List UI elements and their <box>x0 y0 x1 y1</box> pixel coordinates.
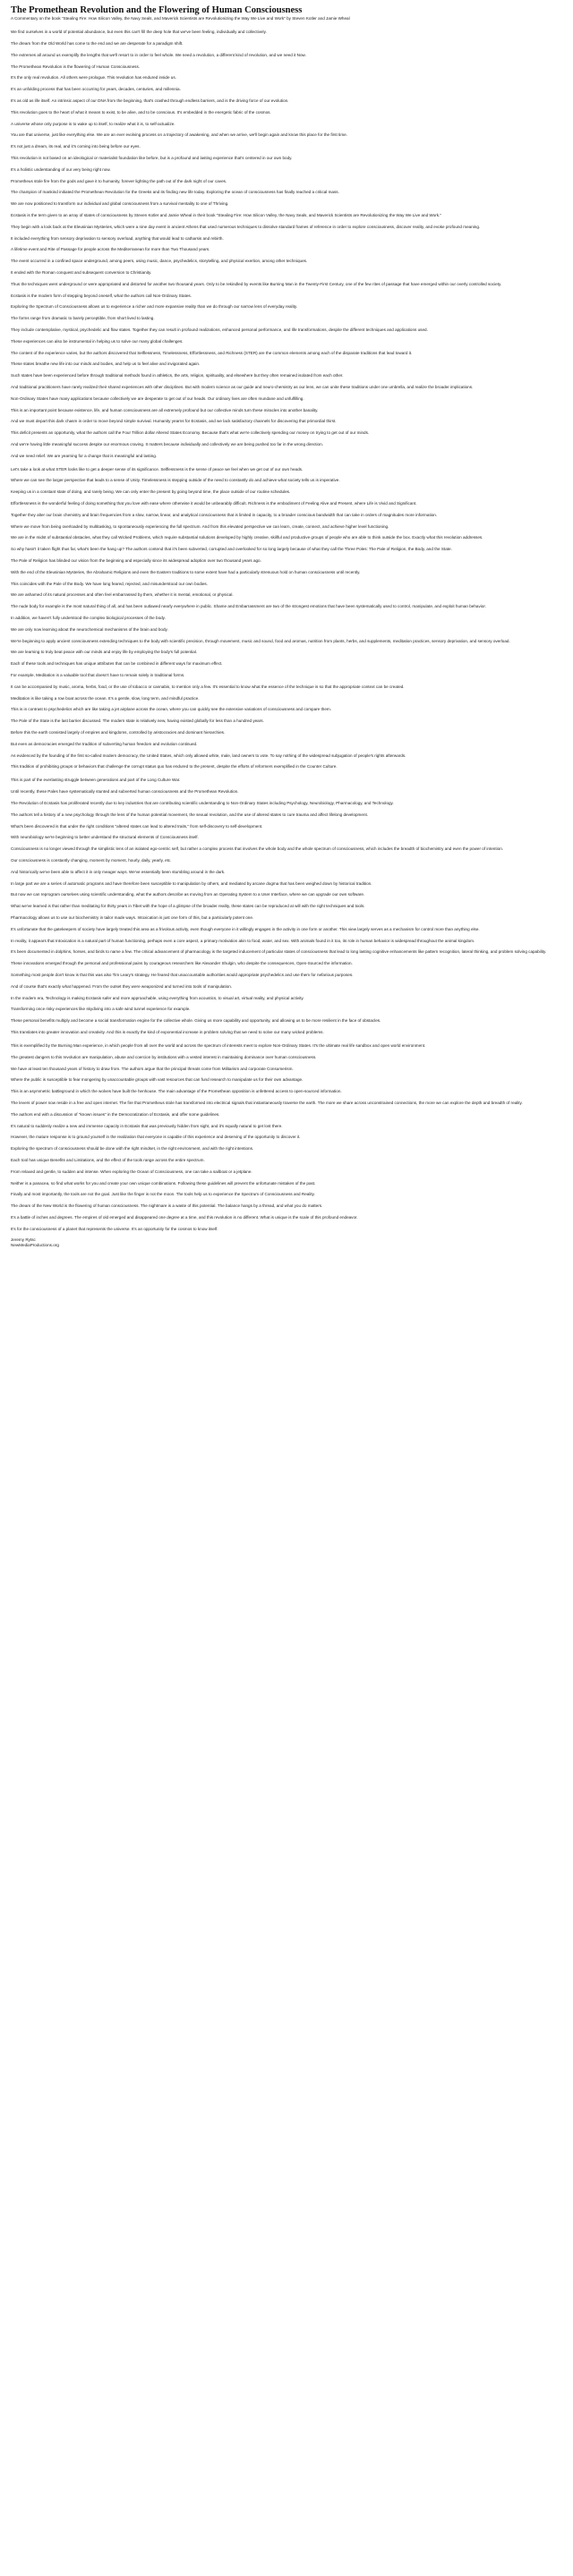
paragraph: This is part of the everlasting struggle between generations and part of the Long Culture War. <box>11 778 181 783</box>
paragraph: With neurobiology we're beginning to better understand the structural elements of Consciousness itself. <box>11 835 199 840</box>
paragraph: The extremes all around us exemplify the lengths that we'll resort to in order to feel whole. We need a revolution, a different kind of revolution, and we need it Now. <box>11 52 306 57</box>
paragraph: Thus the techniques went underground or were appropriated and distorted for another two thousand years. Only to be rekindled by events like Burning Man in the Twenty-First Century, one of the few rites of passage that have emerged within our overly controlled society. <box>11 281 502 286</box>
paragraph: Finally and most importantly, the tools are not the goal. Just like the finger is not the moon. The tools help us to experience the Spectrum of Consciousness and Reality. <box>11 1192 315 1197</box>
paragraph: Transforming once risky experiences like skydiving into a safe wind tunnel experience for example. <box>11 1007 191 1012</box>
paragraph: So why hasn't it taken flight thus far, what's been the hang up? The authors contend that it's been subverted, corrupted and overlooked for so long largely because of what they call the Three Poles: The Pale of Religion, the Body, and the State. <box>11 547 452 552</box>
paragraph: The Pale of Religion has blinded our vision from the beginning and especially since its widespread adoption over two thousand years ago. <box>11 558 261 564</box>
paragraph: We find ourselves in a world of potential abundance, but even this can't fill the deep hole that we've been feeling, individually and collectively. <box>11 30 267 35</box>
paragraph: It included everything from sensory deprivation to sensory overload, anything that would lead to catharsis and rebirth. <box>11 235 224 241</box>
paragraph: Let's take a look at what STER looks like to get a deeper sense of its significance. Selflessness is the sense of peace we feel when we get out of our own heads. <box>11 466 304 472</box>
paragraph: For example, Meditation is a valuable tool that doesn't have to remain solely in traditional forms. <box>11 673 185 678</box>
paragraph: It's as old as life itself. An intrinsic aspect of our DNA from the beginning, that's crashed through endless barriers, and is the driving force of our evolution. <box>11 98 289 103</box>
paragraph: This translates into greater innovation and creativity. And this is exactly the kind of exponential increase in problem solving that we need to solve our many wicked problems. <box>11 1029 324 1034</box>
paragraph: They begin with a look back at the Eleusinian Mysteries, which were a nine day event in ancient Athens that used numerous techniques to dissolve standard frames of reference in order to explore consciousness, discover reality, and evoke profound meaning. <box>11 224 481 229</box>
paragraph: It's for the consciousness of a planet that represents the universe. It's an opportunity for the cosmos to know itself. <box>11 1226 218 1231</box>
paragraph: The dream of the New World is the flowering of human consciousness. The nightmare is a waste of this potential. The balance hangs by a thread, and what you do matters. <box>11 1203 323 1209</box>
paragraph: This is exemplified by the Burning Man experience, in which people from all over the world and across the spectrum of interests meet to explore Non-Ordinary States. It's the ultimate real life sandbox and open world environment. <box>11 1042 426 1048</box>
paragraph: We have at least ten thousand years of history to draw from. The authors argue that the principal threats come from Militarism and corporate Consumerism. <box>11 1066 294 1071</box>
paragraph: The authors end with a discussion of "known issues" in the Democratization of Ecstasis, and offer some guidelines. <box>11 1111 220 1117</box>
paragraph: The event occurred in a confined space underground, among peers, using music, dance, psychedelics, storytelling, and physical exertion, among other techniques. <box>11 259 308 264</box>
paragraph: Ecstasis is the modern form of stepping beyond oneself, what the authors call Non-Ordinary States. <box>11 293 192 298</box>
paragraph: We are only now learning about the neurochemical mechanisms of the brain and body. <box>11 626 168 632</box>
paragraph: We are ashamed of its natural processes and often feel embarrassed by them, whether it is mental, emotional, or physical. <box>11 592 234 598</box>
paragraph: In large part we are a series of automatic programs and have therefore been susceptible to manipulation by others, and mediated by arcane dogma that has been weighed down by historical tradition. <box>11 880 372 886</box>
paragraph: Ecstasis is the term given to an array of states of consciousness by Steven Kotler and Jamie Wheal in their book "Stealing Fire: How Silicon Valley, the Navy Seals, and Maverick Scientists are Revolutionizing the Way We Live and Work." <box>11 212 441 217</box>
paragraph: As evidenced by the founding of the first so-called modern democracy, the United States, which only allowed white, male, land owners to vote. To say nothing of the widespread subjugation of people's rights afterwards. <box>11 752 406 758</box>
paragraph: It's natural to suddenly realize a new and immense capacity in Ecstasis that was previously hidden from sight, and it's equally natural to get lost there. <box>11 1123 283 1128</box>
paragraph: The content of the experience varies, but the authors discovered that Selflessness, Timelessness, Effortlessness, and Richness (STER) are the common elements among each of the disparate traditions that lead toward it. <box>11 350 413 355</box>
paragraph: We are learning to truly beat peace with our minds and enjoy life by employing the body's full potential. <box>11 650 198 655</box>
paragraph: The authors tell a history of a new psychology through the lens of the human potential movement, the sexual revolution, and the use of altered states to cure trauma and affect lifelong development. <box>11 812 369 817</box>
paragraph: Where we can see the larger perspective that leads to a sense of Unity. Timelessness is stepping outside of the need to constantly do and achieve what society tells us is imperative. <box>11 478 340 483</box>
paragraph: The champion of mankind initiated the Promethean Revolution for the Greeks and its finding new life today. Exploring the ocean of consciousness has finally reached a critical mass. <box>11 190 339 195</box>
paragraph: Until recently, these Pales have systematically stunted and subverted human consciousness and the Promethean Revolution. <box>11 789 239 795</box>
paragraph: Where we move from being overloaded by multitasking, to spontaneously experiencing the full spectrum. And from this elevated perspective we can learn, create, connect, and achieve higher level functioning. <box>11 523 389 529</box>
paragraph: They include contemplative, mystical, psychedelic and flow states. Together they can result in profound realizations, enhanced personal performance, and life transformations, despite the different techniques and applications used. <box>11 327 428 332</box>
paragraph: This coincides with the Pale of the Body. We have long feared, rejected, and misunderstood our own bodies. <box>11 581 208 586</box>
paragraph: Something most people don't know is that this was also Tim Leary's strategy. He feared that unaccountable authorities would appropriate psychedelics and use them for nefarious purposes. <box>11 972 354 977</box>
paragraph: And historically we've been able to affect it in only meager ways. We've essentially been stumbling around in the dark. <box>11 869 226 874</box>
paragraph: We are in the midst of substantial obstacles, what they call Wicked Problems, which require substantial solutions developed by highly creative, skillful and productive groups of people who are able to think outside the box. Exactly what this revolution addresses. <box>11 535 483 540</box>
paragraph: The Revolution of Ecstasis has proliferated recently due to key industries that are contributing scientific understanding to Non-Ordinary States including Psychology, Neurobiology, Pharmacology, and Technology. <box>11 801 394 805</box>
paragraph: We're beginning to apply ancient consciousness extending techniques to the body with scientific precision, through movement, music and sound, food and aromas, nutrition from plants, herbs, and supplements, meditation practices, sensory deprivation, and sensory overload. <box>11 638 510 643</box>
paragraph: Together they alter our brain chemistry and brain frequencies from a slow, narrow, linear, and analytical consciousness that is limited in capacity, to a broader conscious bandwidth that can take in orders of magnitudes more information. <box>11 512 438 517</box>
paragraph: In addition, we haven't fully understood the complex biological processes of the body. <box>11 616 166 621</box>
paragraph: Exploring the spectrum of consciousness should be done with the right mindset, in the right environment, and with the right intentions. <box>11 1146 254 1152</box>
paragraph: This revolution is not based on an ideological or materialist foundation like before, but is a profound and lasting experience that's centered in our own body. <box>11 155 293 160</box>
paragraph: It's been documented in dolphins, horses, and birds to name a few. The critical advancement of pharmacology is the targeted inducement of particular states of consciousness that lead to long lasting cognitive enhancements like pattern recognition, lateral thinking, and problem solving capability. <box>11 949 547 955</box>
article-subtitle: A Commentary on the book "Stealing Fire: How Silicon Valley, the Navy Seals, and Maverick Scientists are Revolutionizing the Way We Live and Work" by Steven Kotler and Jamie Wheal <box>11 16 350 21</box>
paragraph: These experiences can also be instrumental in helping us to solve our many global challenges. <box>11 338 184 344</box>
paragraph: The Promethean Revolution is the flowering of Human Consciousness. <box>11 64 141 69</box>
paragraph: Each tool has unique Benefits and Limitations, and the effect of the tools range across the entire spectrum. <box>11 1157 205 1162</box>
article-body <box>11 30 562 1231</box>
paragraph: This revolution goes to the heart of what it means to exist, to be alive, and to be conscious. It's embedded in the energetic fabric of the cosmos. <box>11 109 271 115</box>
paragraph: Exploring the Spectrum of Consciousness allows us to experience a richer and more expansive reality than we do through our narrow lens of everyday reality. <box>11 304 298 310</box>
paragraph: Meditation is like taking a row boat across the ocean. It's a gentle, slow, long term, and mindful practice. <box>11 695 200 701</box>
paragraph: The levers of power now reside in a free and open internet. The fire that Prometheus stole has transformed into electrical signals that instantaneously traverse the earth. The more we share across unconstrained connections, the more we can explore the depth and breadth of reality. <box>11 1100 523 1105</box>
author-name: Jeremy Rytsc <box>11 1237 36 1243</box>
paragraph: With the end of the Eleusinian Mysteries, the Abrahamic Religions and even the Eastern traditions to some extent have had a particularly strenuous hold on human consciousness until recently. <box>11 569 361 574</box>
paragraph: This tradition of prohibiting groups or behaviors that challenge the corrupt status quo has endured to the present, despite the efforts of reformers exemplified in the Counter Culture. <box>11 764 338 769</box>
paragraph: Non-Ordinary States have many applications because collectively we are desperate to get out of our heads. Our ordinary lives are often mundane and unfulfilling. <box>11 395 304 401</box>
paragraph: But even as democracies emerged the tradition of subverting human freedom and evolution continued. <box>11 741 198 746</box>
paragraph: And of course that's exactly what happened. From the outset they were weaponized and turned into tools of manipulation. <box>11 983 233 989</box>
paragraph: It's the only real revolution. All others were prologue. This revolution has endured inside us. <box>11 75 176 81</box>
author-site: NewMediaProductions.org <box>11 1243 59 1248</box>
paragraph: The Pale of the State is the last barrier discussed. The modern state is relatively new, having existed globally for less than a hundred years. <box>11 718 264 724</box>
paragraph: These innovations emerged through the personal and professional pains by courageous researchers like Alexander Shulgin, who despite the consequences, Open-Sourced the information. <box>11 961 353 966</box>
paragraph: It's unfortunate that the gatekeepers of society have largely treated this area as a frivolous activity, even though everyone in it willingly engages in the activity in one form or another. This view largely serves as a mechanism for control more than anything else. <box>11 926 480 931</box>
paragraph: Such states have been experienced before through traditional methods found in athletics, the arts, religion, spirituality, and elsewhere but they often remained isolated from each other. <box>11 373 344 378</box>
paragraph: Each of these tools and techniques has unique attributes that can be combined in different ways for maximum effect. <box>11 661 223 667</box>
paragraph: And we need relief. We are yearning for a change that is meaningful and lasting. <box>11 453 158 458</box>
paragraph: It's not just a dream, its real, and it's coming into being before our eyes. <box>11 144 141 149</box>
paragraph: From relaxed and gentle, to sudden and intense. When exploring the Ocean of Consciousness, one can take a sailboat or a jetplane. <box>11 1169 252 1174</box>
paragraph: Pharmacology allows us to use our biochemistry in tailor made ways. Intoxication is just one form of this, but a particularly potent one. <box>11 914 254 920</box>
paragraph: The nude body for example is the most natural thing of all, and has been outlawed nearly everywhere in public. Shame and Embarrassment are two of the strongest emotions that have been systematically used to control, manipulate, and exploit human behavior. <box>11 604 486 609</box>
paragraph: It ended with the Roman conquest and subsequent conversion to Christianity. <box>11 269 152 275</box>
paragraph: And we must depart this dark chasm in order to move beyond simple survival. Humanity yearns for Ecstasis, and we lack satisfactory channels for discovering that primordial thirst. <box>11 419 337 424</box>
paragraph: Effortlessness is the wonderful feeling of doing something that you love with ease where otherwise it would be unbearably difficult. Richness is the embodiment of Feeling Alive and Present, where Life is Vivid and Significant. <box>11 501 417 506</box>
paragraph: Keeping us in a constant state of doing, and rarely being. We can only enter the present by going beyond time, the place outside of our routine schedules. <box>11 489 291 495</box>
paragraph: It's an unfolding process that has been occurring for years, decades, centuries, and millennia. <box>11 87 181 92</box>
article <box>0 0 573 1257</box>
paragraph: These personal benefits multiply and become a social transformation engine for the collective whole. Giving us more capability and opportunity, and allowing us to be more resilient in the face of obstacles. <box>11 1018 381 1024</box>
paragraph: In the modern era, Technology is making Ecstasis safer and more approachable, using everything from acoustics, to visual art, virtual reality, and physical activity. <box>11 995 304 1000</box>
paragraph: A universe whose only purpose is to wake up to itself, to realize what it is, to self-actualize. <box>11 121 175 126</box>
paragraph: It can be accompanied by music, aroma, herbs, food, or the use of tobacco or cannabis, to mention only a few. It's essential to know what the essence of the technique is so that the appropriate context can be created. <box>11 684 405 689</box>
paragraph: It's a battle of inches and degrees. The empires of old emerged and disappeared one degree at a time, and this revolution is no different. What is unique is the scale of this profound endeavor. <box>11 1214 358 1220</box>
paragraph: This is in contrast to psychedelics which are like taking a jet airplane across the ocean, where you can quickly see the extensive variations of consciousness and compare them. <box>11 707 331 712</box>
paragraph: It's a holistic understanding of our very being right now. <box>11 166 111 172</box>
paragraph: The greatest dangers to this revolution are manipulation, abuse and coercion by institutions with a vested interest in maintaining dominance over human consciousness. <box>11 1054 317 1059</box>
paragraph: And we're having little meaningful success despite our enormous craving. It matters because individually and collectively we are being pushed too far in the wrong direction. <box>11 441 323 446</box>
paragraph: The forms range from dramatic to barely perceptible, from short lived to lasting. <box>11 316 155 321</box>
paragraph: A lifetime event and Rite of Passage for people across the Mediterranean for more than Two Thousand years. <box>11 247 210 252</box>
paragraph: Consciousness is no longer viewed through the simplistic lens of an isolated ego-centric self, but rather a complex process that involves the whole body and the whole spectrum of consciousness, which includes the breadth of biochemistry and even the power of intention. <box>11 846 504 852</box>
paragraph: Our consciousness is constantly changing, moment by moment, hourly, daily, yearly, etc. <box>11 857 172 863</box>
article-title: The Promethean Revolution and the Flowering of Human Consciousness <box>11 5 303 15</box>
signature-block <box>11 1237 562 1248</box>
paragraph: Neither is a panacea, so find what works for you and create your own unique combinations. Following these guidelines will prevent the unfortunate mistakes of the past. <box>11 1180 316 1186</box>
paragraph: But now we can reprogram ourselves using scientific understanding, what the authors describe as moving from an Operating System to a User Interface, where we can upgrade our own software. <box>11 892 365 897</box>
paragraph: The dream from the Old World has come to the end and we are desperate for a paradigm shift. <box>11 41 184 46</box>
paragraph: Before this the earth consisted largely of empires and kingdoms, controlled by aristocracies and dominant hierarchies. <box>11 730 226 735</box>
paragraph: We are now positioned to transform our individual and global consciousness from a survival mentality to one of Thriving. <box>11 201 229 207</box>
paragraph: This deficit presents an opportunity, what the authors call the Four Trillion dollar Altered States Economy. Because that's what we're collectively spending our money on trying to get out of our minds. <box>11 430 370 436</box>
paragraph: These states breathe new life into our minds and bodies, and help us to feel alive and invigorated again. <box>11 361 201 367</box>
paragraph: This is an asymmetric battleground in which the wolves have built the henhouse. The main advantage of the Promethean opposition is unfettered access to open-sourced information. <box>11 1089 342 1094</box>
paragraph: Where the public is susceptible to fear mongering by unaccountable groups with vast resources that can fund research to manipulate us for their own advantage. <box>11 1077 304 1083</box>
paragraph: What's been discovered is that under the right conditions "altered states can lead to altered traits," from self-discovery to self-development. <box>11 823 263 829</box>
paragraph: And traditional practitioners have rarely realized their shared experiences with other disciplines. But with modern science as our guide and neuro-chemistry as our lens, we can unite these traditions under one umbrella, and realize the broader implications. <box>11 384 474 389</box>
paragraph: However, the mature response is to ground yourself in the realization that everyone is capable of this experience and deserving of the opportunity to discover it. <box>11 1135 301 1140</box>
paragraph: You are that universe, just like everything else. We are an ever evolving process on a trajectory of awakening, and when we arrive, we'll begin again and know this place for the first time. <box>11 132 347 138</box>
paragraph: In reality, it appears that Intoxication is a natural part of human functioning, perhaps even a core aspect, a primary motivation akin to food, water, and sex. With animals found in it too, its role in human behavior is widespread throughout the animal kingdom. <box>11 938 475 943</box>
paragraph: This is an important point because existence, life, and human consciousness are all extremely profound but our collective minds turn these miracles into another banality. <box>11 407 319 412</box>
paragraph: Prometheus stole fire from the gods and gave it to humanity, forever lighting the path out of the dark night of our caves. <box>11 178 227 183</box>
paragraph: What we've learned is that rather than meditating for thirty years in Tibet with the hope of a glimpse of the broader reality, these states can be reproduced at will with the right techniques and tools. <box>11 904 365 909</box>
